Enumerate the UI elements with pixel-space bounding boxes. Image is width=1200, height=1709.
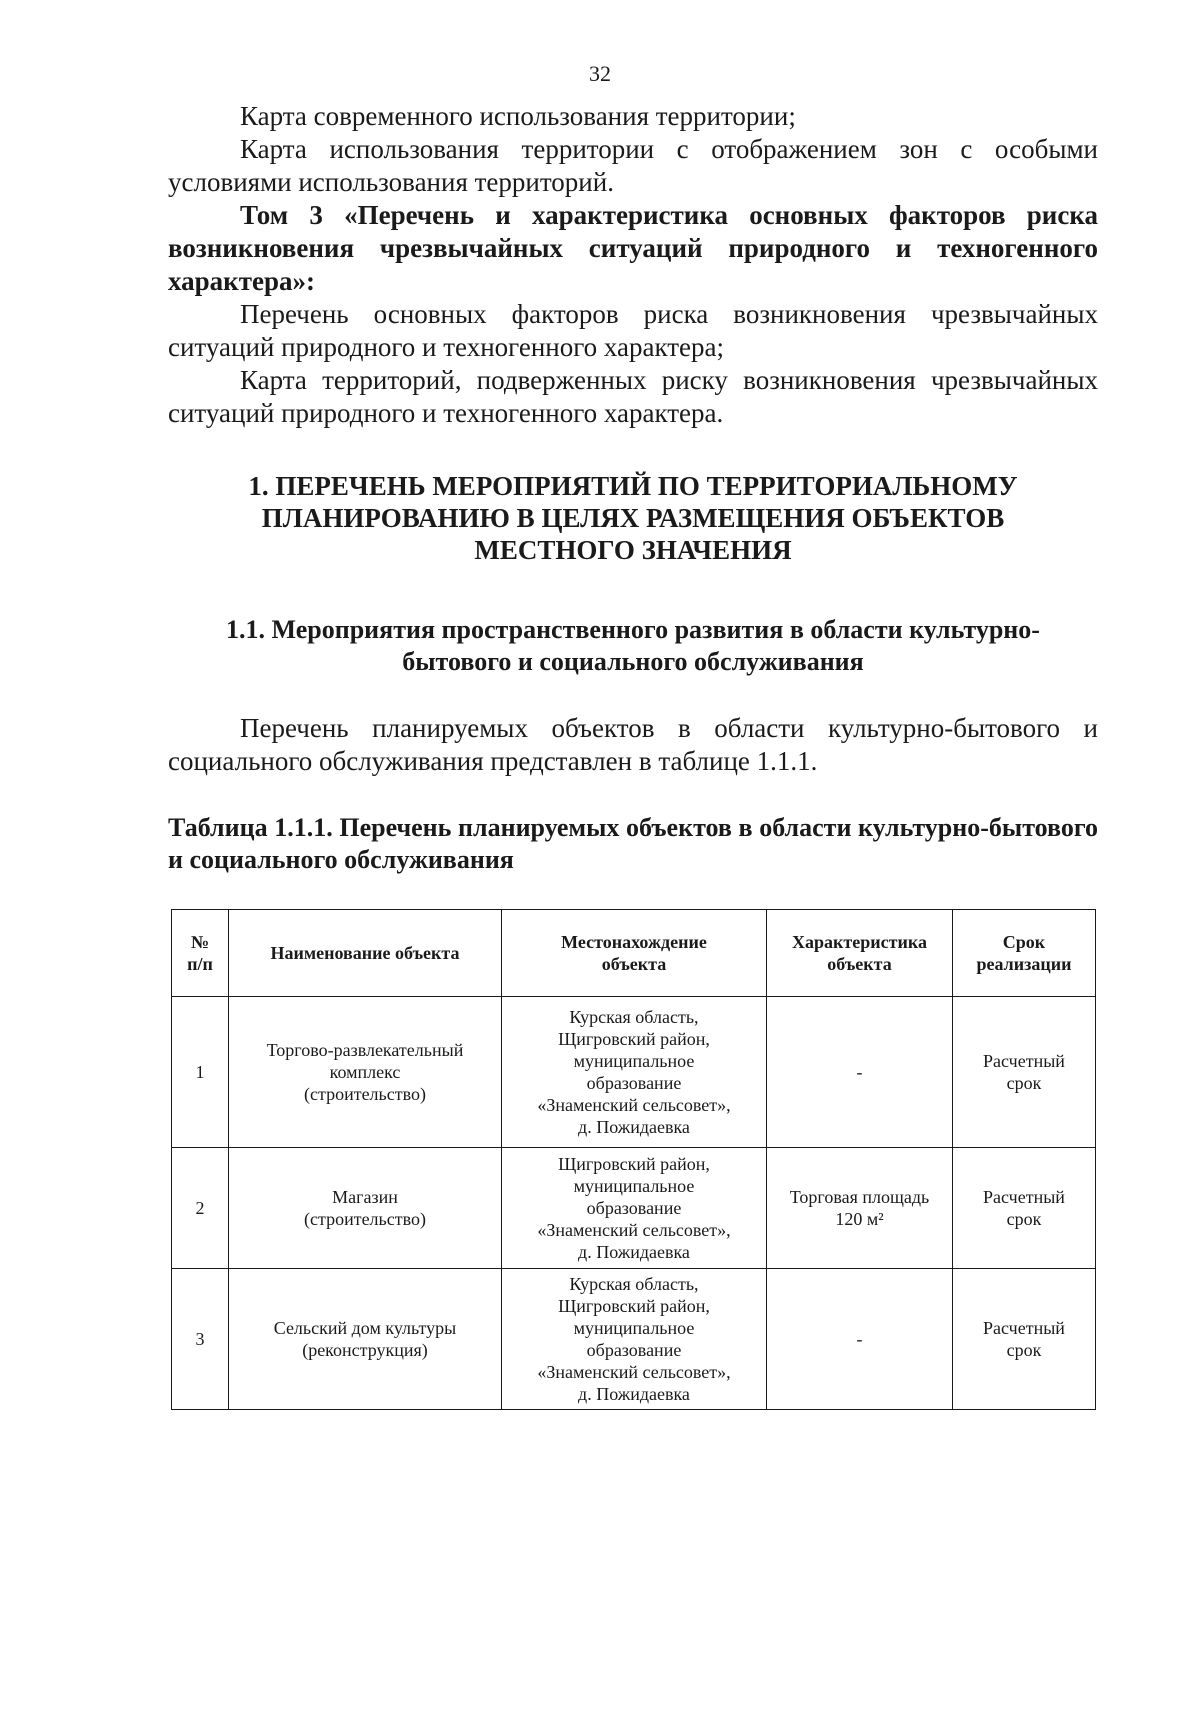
cell-line: Торгово-развлекательный [266,1040,464,1060]
cell-line: д. Пожидаевка [578,1117,690,1137]
cell-number: 3 [172,1269,229,1410]
cell-line: д. Пожидаевка [578,1384,690,1404]
section-title [168,470,1098,566]
cell-line: Курская область, [569,1007,699,1027]
cell-line: Характеристика [792,932,927,952]
cell-location [502,1269,767,1410]
cell-line: Наименование объекта [270,943,460,963]
cell-line: реализации [976,954,1072,974]
volume-list [168,100,1098,430]
cell-line: муниципальное [573,1318,695,1338]
subsection-title-line: 1.1. Мероприятия пространственного развития в области культурно- [226,615,1040,644]
cell-line: (реконструкция) [302,1340,428,1360]
cell-line: срок [1006,1340,1042,1360]
cell-line: Торговая площадь [789,1187,930,1207]
cell-line: Щигровский район, [558,1029,710,1049]
header-number [172,910,229,997]
cell-line: комплекс [329,1062,401,1082]
subsection-intro-block [168,712,1098,778]
cell-line: «Знаменский сельсовет», [537,1362,731,1382]
map-item-current-use: Карта современного использования территории; [240,101,796,131]
section-title-line: 1. ПЕРЕЧЕНЬ МЕРОПРИЯТИЙ ПО ТЕРРИТОРИАЛЬНОМУ [248,471,1018,501]
cell-line: образование [586,1340,682,1360]
cell-term [953,1269,1096,1410]
cell-line: Расчетный [983,1318,1065,1338]
cell-line: образование [586,1198,682,1218]
cell-line: объекта [827,954,892,974]
cell-line: Расчетный [983,1187,1065,1207]
cell-line: № [190,932,210,952]
cell-object-name [229,1269,502,1410]
cell-line: Щигровский район, [558,1154,710,1174]
table-row [172,997,1096,1148]
cell-location [502,1148,767,1269]
cell-number: 1 [172,997,229,1148]
cell-line: муниципальное [573,1051,695,1071]
cell-line: Расчетный [983,1051,1065,1071]
cell-line: Магазин [332,1187,398,1207]
section-title-line: МЕСТНОГО ЗНАЧЕНИЯ [474,535,792,565]
volume-3-item-factors: Перечень основных факторов риска возникновения чрезвычайных ситуаций природного и техногенного характера; [168,299,1098,362]
cell-object-name [229,997,502,1148]
table-header-row [172,910,1096,997]
cell-line: 120 м² [835,1209,884,1229]
header-characteristic [767,910,953,997]
header-term [953,910,1096,997]
page-number: 32 [589,61,611,86]
cell-line: муниципальное [573,1176,695,1196]
cell-line: Курская область, [569,1274,699,1294]
cell-line: - [856,1062,863,1082]
cell-term [953,1148,1096,1269]
cell-line: д. Пожидаевка [578,1242,690,1262]
cell-number: 2 [172,1148,229,1269]
volume-3-item-map: Карта территорий, подверженных риску возникновения чрезвычайных ситуаций природного и техногенного характера. [168,365,1098,428]
cell-characteristic [767,997,953,1148]
planned-objects-table [171,909,1096,1410]
cell-characteristic [767,1148,953,1269]
cell-line: срок [1006,1073,1042,1093]
cell-line: Местонахождение [561,932,707,952]
cell-line: «Знаменский сельсовет», [537,1220,731,1240]
cell-line: Срок [1002,932,1046,952]
cell-term [953,997,1096,1148]
cell-characteristic [767,1269,953,1410]
cell-object-name [229,1148,502,1269]
map-item-zones: Карта использования территории с отображением зон с особыми условиями использования территорий. [168,134,1098,197]
subsection-title-line: бытового и социального обслуживания [402,647,864,676]
cell-line: (строительство) [304,1209,426,1229]
cell-line: п/п [187,954,213,974]
cell-line: Сельский дом культуры [273,1318,457,1338]
volume-3-title: Том 3 «Перечень и характеристика основных факторов риска возникновения чрезвычайных ситуаций природного и техногенного характера»: [168,200,1098,296]
section-title-line: ПЛАНИРОВАНИЮ В ЦЕЛЯХ РАЗМЕЩЕНИЯ ОБЪЕКТОВ [261,503,1005,533]
subsection-intro: Перечень планируемых объектов в области культурно-бытового и социального обслуживания представлен в таблице 1.1.1. [168,713,1098,776]
cell-line: «Знаменский сельсовет», [537,1095,731,1115]
cell-line: срок [1006,1209,1042,1229]
header-object-name [229,910,502,997]
header-location [502,910,767,997]
cell-line: образование [586,1073,682,1093]
subsection-title [168,614,1098,678]
table-row [172,1269,1096,1410]
cell-line: (строительство) [304,1084,426,1104]
cell-line: объекта [601,954,667,974]
table-row [172,1148,1096,1269]
cell-line: Щигровский район, [558,1296,710,1316]
cell-location [502,997,767,1148]
table-caption: Таблица 1.1.1. Перечень планируемых объектов в области культурно-бытового и социального обслуживания [168,813,1098,874]
cell-line: - [856,1329,863,1349]
